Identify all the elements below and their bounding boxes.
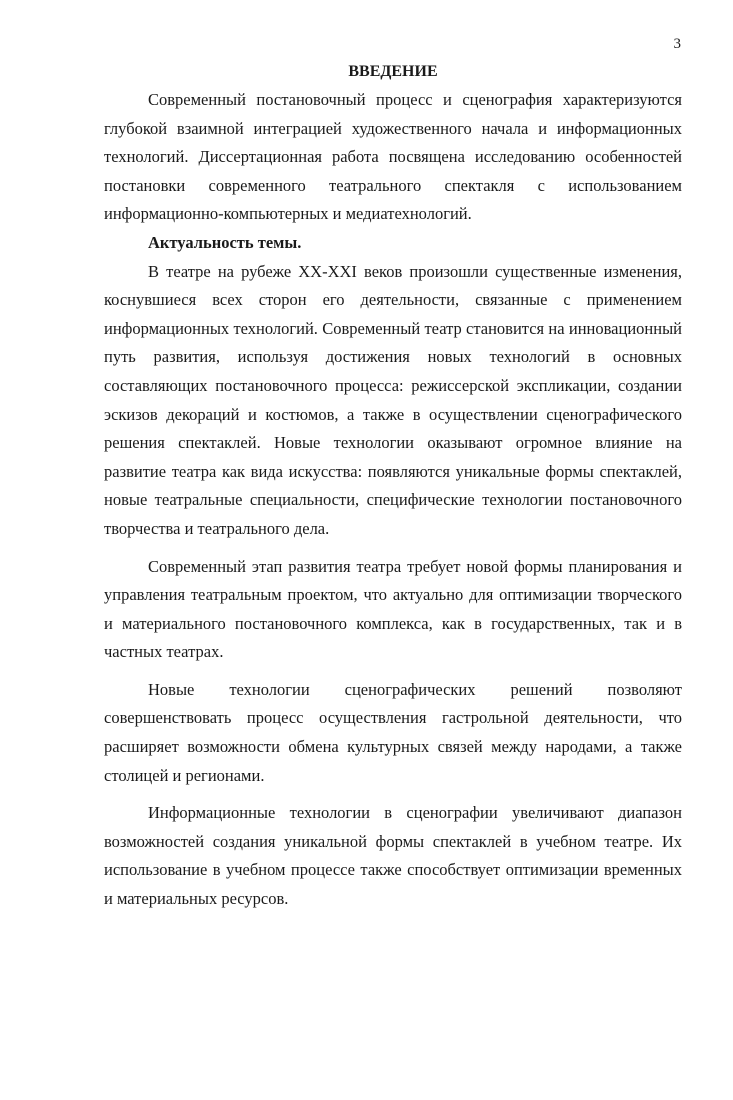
page-content — [104, 58, 682, 914]
relevance-subheading: Актуальность темы. — [148, 232, 302, 252]
relevance-paragraph-2: Современный этап развития театра требует новой формы планирования и управления театральным проектом, что актуально для оптимизации творческого и материального постановочного комплекса, как в государственных, так и в частных театрах. — [104, 556, 682, 662]
page-number: 3 — [673, 36, 681, 52]
relevance-paragraph-4: Информационные технологии в сценографии увеличивают диапазон возможностей создания уникальной формы спектаклей в учебном театре. Их использование в учебном процессе также способствует оптимизации временных и материальных ресурсов. — [104, 803, 682, 909]
relevance-paragraph-3: Новые технологии сценографических решений позволяют совершенствовать процесс осуществления гастрольной деятельности, что расширяет возможности обмена культурных связей между народами, а также столицей и регионами. — [104, 679, 682, 785]
relevance-paragraph-1: В театре на рубеже XX-XXI веков произошли существенные изменения, коснувшиеся всех сторон его деятельности, связанные с применением информационных технологий. Современный театр становится на инновационный путь развития, используя достижения новых технологий в основных составляющих постановочного процесса: режиссерской экспликации, создании эскизов декораций и костюмов, а также в осуществлении сценографического решения спектаклей. Новые технологии оказывают огромное влияние на развитие театра как вида искусства: появляются уникальные формы спектаклей, новые театральные специальности, специфические технологии постановочного творчества и театрального дела. — [104, 261, 682, 538]
section-heading: ВВЕДЕНИЕ — [348, 63, 438, 80]
intro-paragraph: Современный постановочный процесс и сценография характеризуются глубокой взаимной интеграцией художественного начала и информационных технологий. Диссертационная работа посвящена исследованию особенностей постановки современного театрального спектакля с использованием информационно-компьютерных и медиатехнологий. — [104, 90, 682, 224]
